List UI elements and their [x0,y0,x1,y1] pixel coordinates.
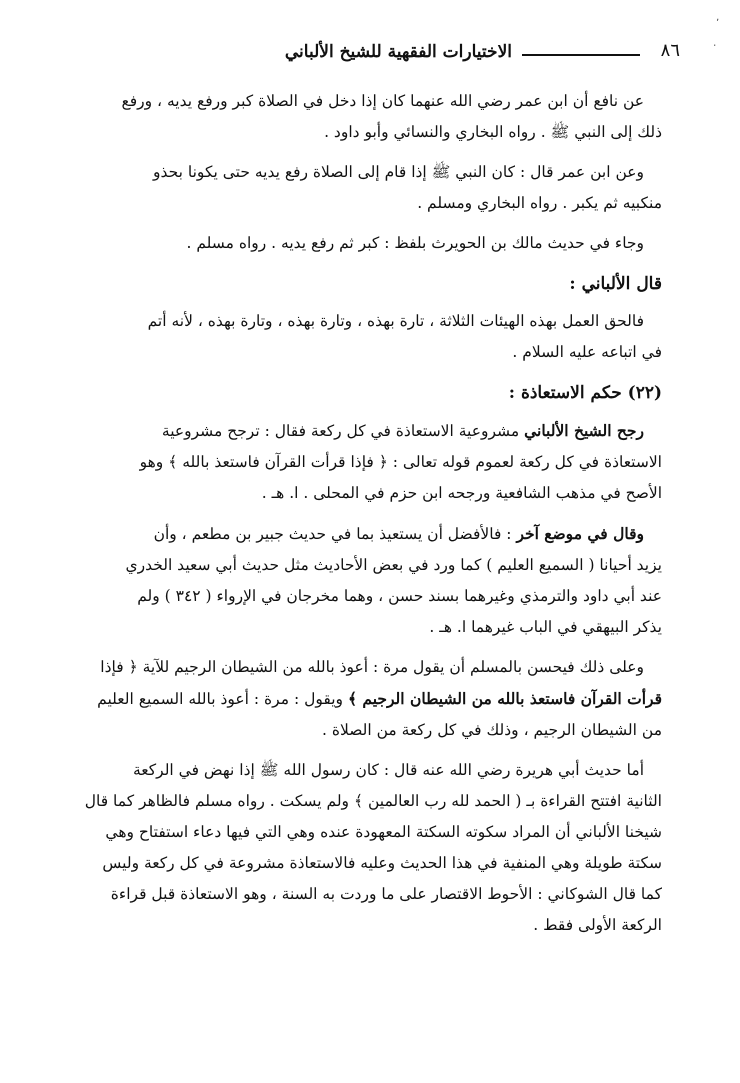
text-line: وعن ابن عمر قال : كان النبي ﷺ إذا قام إلى الصلاة رفع يديه حتى يكونا بحذو [153,163,644,181]
text-line: وعلى ذلك فيحسن بالمسلم أن يقول مرة : أعوذ بالله من الشيطان الرجيم للآية ﴿ فإذا [100,658,644,676]
text-line: منكبيه ثم يكبر . رواه البخاري ومسلم . [417,194,662,212]
header-rule [522,54,640,56]
paragraph-recommendation [50,652,662,746]
text-run: : فالأفضل أن يستعيذ بما في حديث جبير بن مطعم ، وأن [153,525,517,543]
heading-albani-said: قال الألباني : [569,274,662,294]
bold-lead: وقال في موضع آخر [516,524,644,543]
paragraph-nafi [50,86,662,148]
paragraph-another-place [50,518,662,643]
text-line [50,683,662,715]
text-line: سكتة طويلة وهي المنفية في هذا الحديث وعليه فالاستعاذة مشروعة في كل ركعة وليس [102,854,662,872]
text-line: الأصح في مذهب الشافعية ورجحه ابن حزم في المحلى . ا. هـ . [261,484,662,502]
paragraph-malik [50,228,662,259]
scan-speck: ٬ [716,18,720,29]
text-line: عند أبي داود والترمذي وغيرهما بسند حسن ، وهما مخرجان في الإرواء ( ٣٤٢ ) ولم [137,587,662,605]
section-heading-istiadha: (٢٢) حكم الاستعاذة : [508,383,662,403]
text-line: شيخنا الألباني أن المراد سكوته السكتة المعهودة عنده وهي التي فيها دعاء استفتاح وهي [105,823,662,841]
text-line: يزيد أحيانا ( السميع العليم ) كما ورد في بعض الأحاديث مثل حديث أبي سعيد الخدري [125,556,662,574]
text-line [50,518,662,550]
paragraph-abu-hurayra [50,755,662,941]
paragraph-tarjih [50,415,662,509]
paragraph-conclusion [50,306,662,368]
text-line: في اتباعه عليه السلام . [512,343,662,361]
text-line: عن نافع أن ابن عمر رضي الله عنهما كان إذا دخل في الصلاة كبر ورفع يديه ، ورفع [121,92,644,110]
text-line: وجاء في حديث مالك بن الحويرث بلفظ : كبر ثم رفع يديه . رواه مسلم . [186,234,644,252]
text-line: الثانية افتتح القراءة بـ ( الحمد لله رب العالمين ﴾ ولم يسكت . رواه مسلم فالظاهر كما قال [84,792,662,810]
text-line: الركعة الأولى فقط . [533,916,662,934]
text-line: الاستعاذة في كل ركعة لعموم قوله تعالى : ﴿ فإذا قرأت القرآن فاستعذ بالله ﴾ وهو [139,453,662,471]
scan-speck: ٠ [712,40,718,51]
text-line: أما حديث أبي هريرة رضي الله عنه قال : كان رسول الله ﷺ إذا نهض في الركعة [132,761,644,779]
text-line: فالحق العمل بهذه الهيئات الثلاثة ، تارة بهذه ، وتارة بهذه ، وتارة بهذه ، لأنه أتم [147,312,644,330]
page-body [50,86,662,950]
paragraph-ibn-umar [50,157,662,219]
bold-verse: قرأت القرآن فاستعذ بالله من الشيطان الرجيم ﴾ [347,689,662,708]
bold-lead: رجح الشيخ الألباني [524,421,644,440]
text-line: ذلك إلى النبي ﷺ . رواه البخاري والنسائي وأبو داود . [324,123,662,141]
text-run: مشروعية الاستعاذة في كل ركعة فقال : ترجح مشروعية [161,422,525,440]
running-title: الاختيارات الفقهية للشيخ الألباني [284,42,512,62]
text-line: يذكر البيهقي في الباب غيرهما ا. هـ . [429,618,662,636]
page-header [40,40,680,70]
text-line [50,415,662,447]
text-line: من الشيطان الرجيم ، وذلك في كل ركعة من الصلاة . [321,721,662,739]
text-line: كما قال الشوكاني : الأحوط الاقتصار على ما وردت به السنة ، وهو الاستعاذة قبل قراءة [110,885,662,903]
text-run: ويقول : مرة : أعوذ بالله السميع العليم [97,690,348,708]
page-number: ٨٦ [660,40,680,61]
